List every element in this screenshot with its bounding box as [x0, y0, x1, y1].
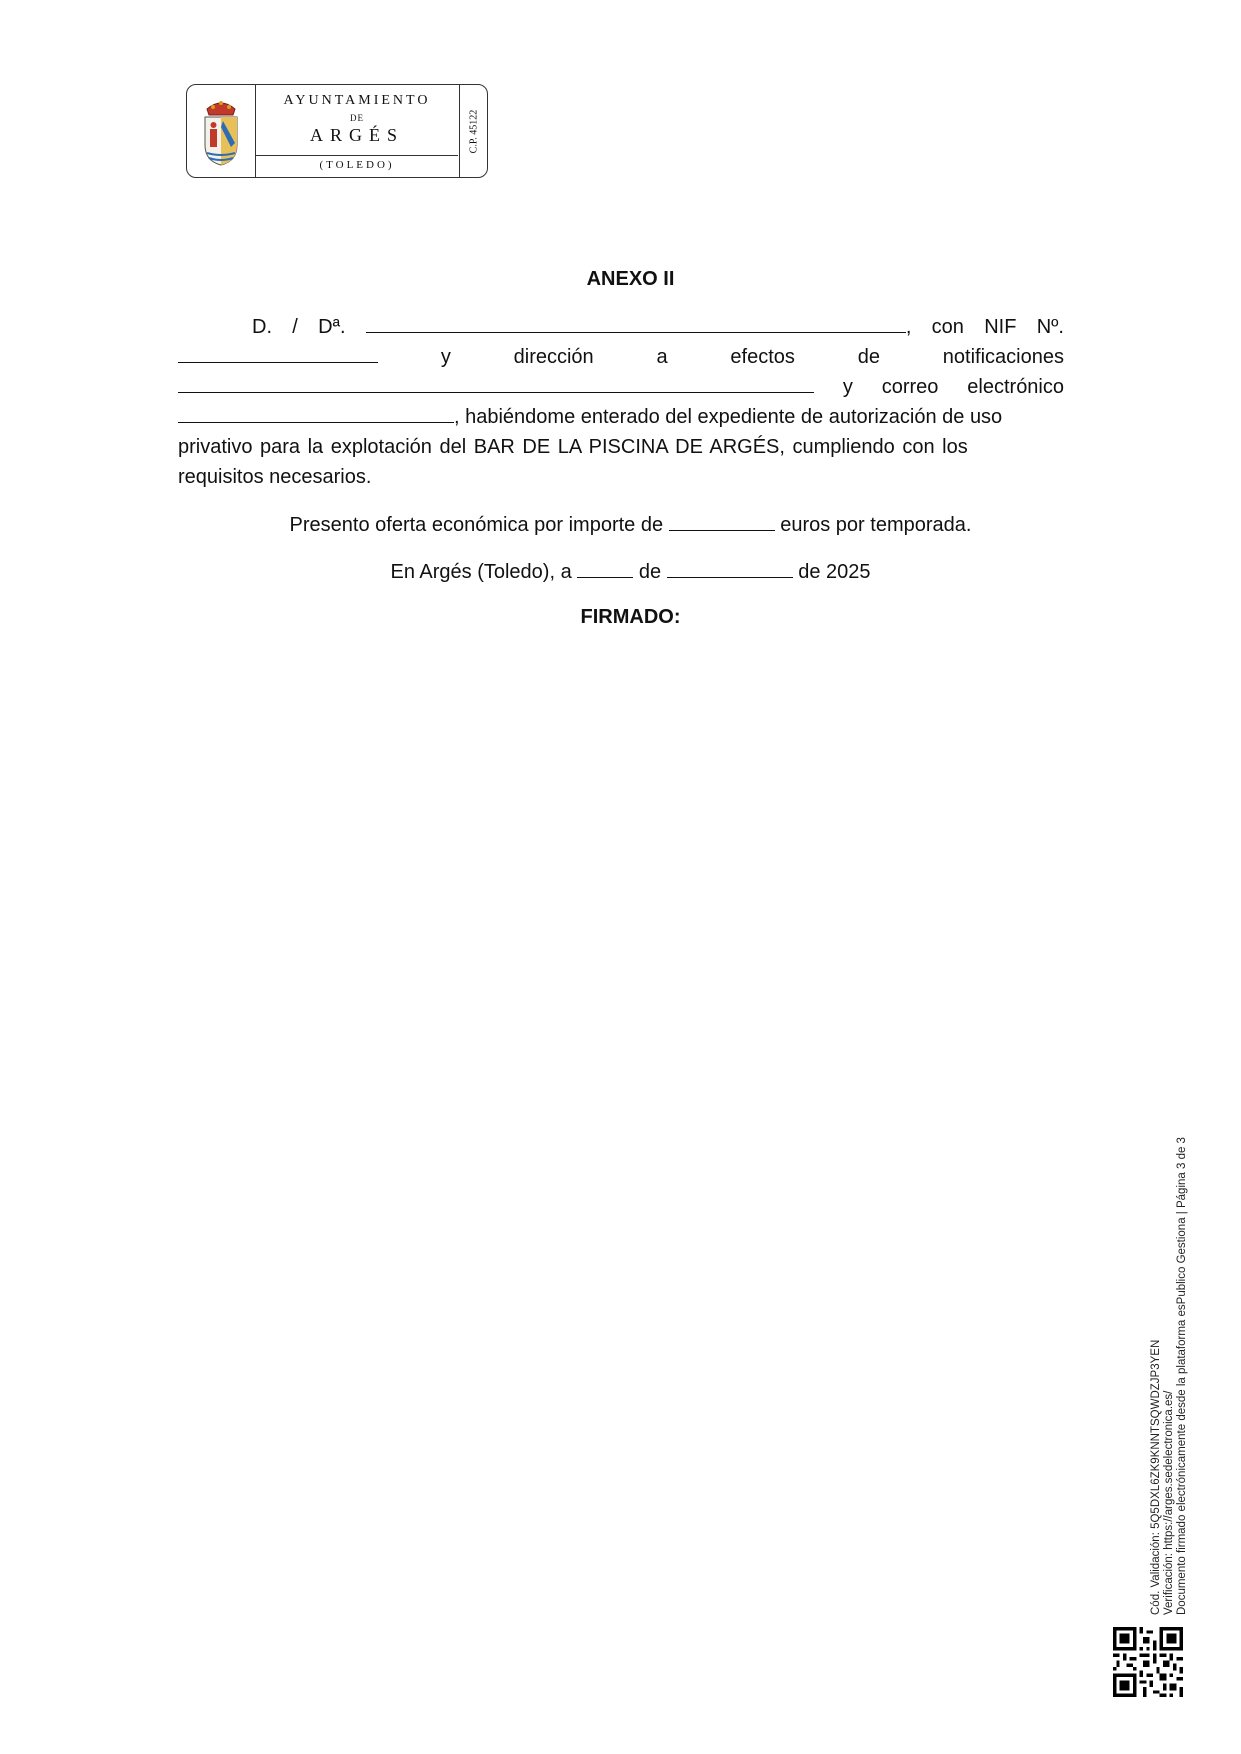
- paragraph-line: privativo para la explotación del BAR DE LA PISCINA DE ARGÉS, cumpliendo con los: [178, 436, 968, 458]
- seal-divider: [459, 85, 460, 177]
- qr-code-icon: [1113, 1627, 1183, 1697]
- nif-blank[interactable]: [178, 344, 378, 363]
- verification-footer: [1150, 1095, 1210, 1615]
- seal-line-ayuntamiento: AYUNTAMIENTO: [283, 93, 431, 108]
- declaration-paragraph: [178, 312, 1064, 492]
- validation-code: Cód. Validación: 5Q5DXL6ZK9KNNTSQWDZJP3YEN: [1150, 1339, 1162, 1615]
- place-date-line: En Argés (Toledo), a de de 2025: [390, 561, 871, 583]
- offer-line: Presento oferta económica por importe de euros por temporada.: [289, 514, 972, 536]
- seal-line-toledo: (TOLEDO): [319, 159, 395, 171]
- paragraph-line: , habiéndome enterado del expediente de autorización de uso: [178, 402, 1064, 432]
- address-blank[interactable]: [178, 374, 814, 393]
- paragraph-line: y correo electrónico: [178, 372, 1064, 402]
- signature-label: FIRMADO:: [580, 606, 681, 628]
- seal-postal-code: C.P. 45122: [468, 109, 480, 153]
- verification-url[interactable]: Verificación: https://arges.sedelectronica.es/: [1163, 1390, 1175, 1615]
- seal-line-de: DE: [350, 113, 364, 123]
- coat-of-arms-icon: [201, 95, 241, 167]
- signature-notice: Documento firmado electrónicamente desde la plataforma esPublico Gestiona | Página 3 de 3: [1176, 1137, 1188, 1615]
- paragraph-line: requisitos necesarios.: [178, 466, 372, 488]
- document-title: ANEXO II: [586, 268, 675, 290]
- amount-blank[interactable]: [669, 512, 775, 531]
- paragraph-line: y dirección a efectos de notificaciones: [178, 342, 1064, 372]
- seal-line-arges: ARGÉS: [309, 125, 404, 145]
- seal-divider: [255, 155, 458, 156]
- municipal-seal: [186, 84, 488, 178]
- email-blank[interactable]: [178, 404, 454, 423]
- day-blank[interactable]: [577, 559, 633, 578]
- month-blank[interactable]: [667, 559, 793, 578]
- name-blank[interactable]: [366, 314, 906, 333]
- paragraph-line: D. / Dª. , con NIF Nº.: [252, 316, 1064, 338]
